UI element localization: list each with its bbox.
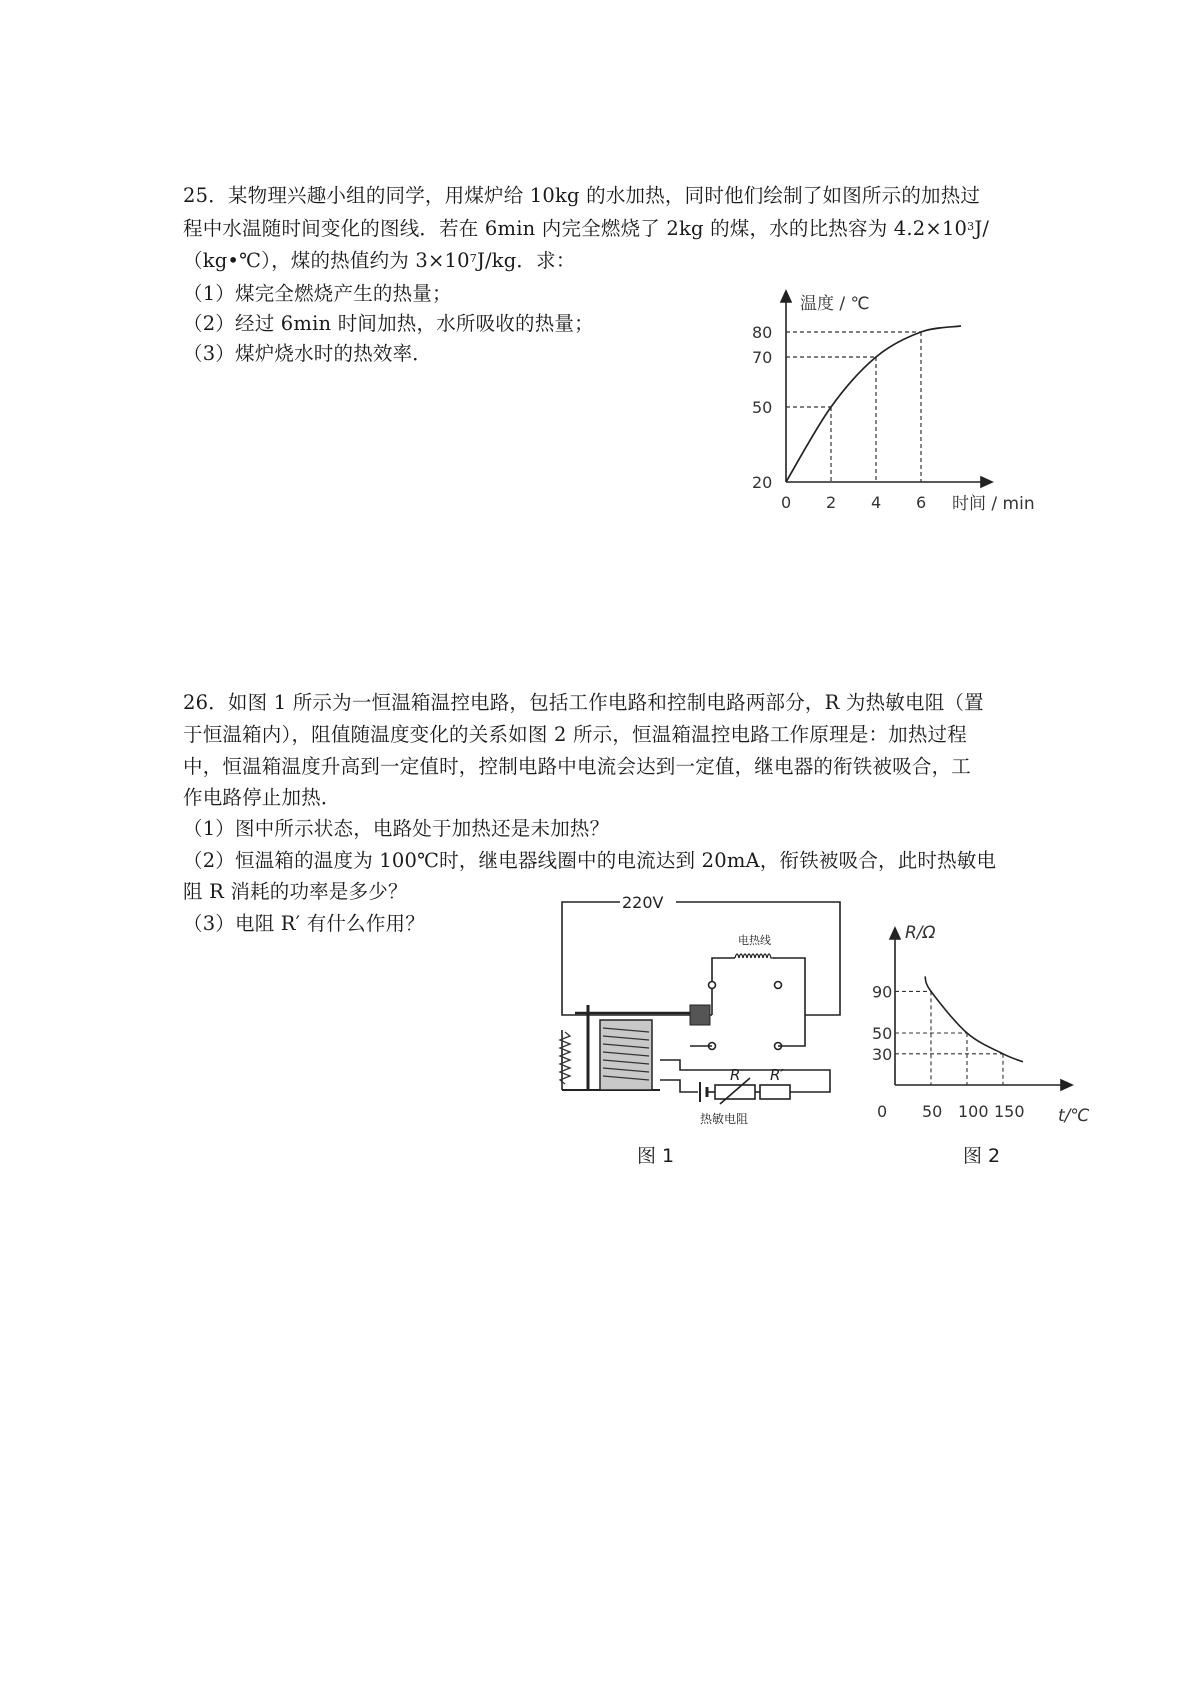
- q26-sub-2b: 阻 R 消耗的功率是多少？: [183, 880, 408, 903]
- x-tick-label: 100: [958, 1102, 989, 1121]
- q25-sub-1: （1）煤完全燃烧产生的热量；: [183, 282, 452, 305]
- y-tick-label: 50: [872, 1024, 893, 1043]
- y-axis-arrow: [890, 928, 900, 939]
- figure-2-caption: 图 2: [963, 1145, 1001, 1167]
- q25-line-1: 25．某物理兴趣小组的同学，用煤炉给 10kg 的水加热，同时他们绘制了如图所示的加热过: [183, 184, 981, 207]
- heater-coil: [735, 954, 774, 958]
- q25-line-3-a: （kg•℃），煤的热值约为 3×10: [183, 249, 470, 272]
- x-tick-label: 150: [994, 1102, 1025, 1121]
- q25-sub-2: （2）经过 6min 时间加热，水所吸收的热量；: [183, 312, 594, 335]
- q25-line-3-b: J/kg．求：: [476, 249, 576, 272]
- q25-line-2-text: 程中水温随时间变化的图线．若在 6min 内完全燃烧了 2kg 的煤，水的比热容为 4.2×10: [183, 217, 968, 240]
- q25-line-2-sup: 3: [967, 220, 975, 233]
- q26-line-1: 26．如图 1 所示为一恒温箱温控电路，包括工作电路和控制电路两部分，R 为热敏电阻（置: [183, 691, 984, 714]
- y-tick-label: 30: [872, 1044, 893, 1064]
- control-wire-top: [660, 1060, 830, 1092]
- contact-block: [690, 1005, 710, 1025]
- resistor-r-prime: [760, 1085, 790, 1099]
- thermistor-label: 热敏电阻: [700, 1112, 749, 1126]
- voltage-label: 220V: [622, 893, 664, 912]
- y-axis-label: 温度 / ℃: [800, 294, 870, 314]
- x-tick-label: 0: [781, 493, 792, 512]
- power-wire-left: [562, 902, 681, 1015]
- origin-label: 0: [877, 1102, 888, 1121]
- y-tick-label: 70: [752, 348, 773, 367]
- power-wire-right: [676, 902, 840, 1015]
- heater-label: 电热线: [738, 934, 771, 947]
- x-tick-label: 4: [871, 493, 882, 512]
- y-tick-label: 50: [752, 398, 773, 417]
- contact-top-right: [775, 982, 782, 989]
- figure-1-caption: 图 1: [637, 1145, 675, 1167]
- y-axis-arrow: [781, 291, 791, 302]
- x-tick-label: 6: [916, 493, 927, 512]
- temperature-time-chart: [720, 280, 1050, 520]
- q26-line-2: 于恒温箱内），阻值随温度变化的关系如图 2 所示，恒温箱温控电路工作原理是：加热过程: [183, 723, 967, 746]
- q26-line-4: 作电路停止加热．: [183, 786, 341, 809]
- q26-sub-1: （1）图中所示状态，电路处于加热还是未加热？: [183, 817, 610, 840]
- q26-line-3: 中，恒温箱温度升高到一定值时，控制电路中电流会达到一定值，继电器的衔铁被吸合，工: [183, 755, 972, 778]
- y-axis-label: R/Ω: [905, 923, 936, 943]
- y-tick-label: 20: [752, 473, 773, 492]
- y-tick-label: 80: [752, 323, 773, 342]
- q26-sub-3: （3）电阻 R′ 有什么作用？: [183, 912, 425, 935]
- q25-line-3-sup: 7: [469, 252, 477, 265]
- y-tick-label: 90: [872, 982, 893, 1002]
- contact-top-left: [709, 982, 716, 989]
- resistance-temperature-chart: [860, 900, 1100, 1130]
- q25-line-3: [183, 248, 576, 274]
- control-wire-bottom: [660, 1080, 698, 1092]
- thermostat-circuit-diagram: [540, 880, 850, 1130]
- x-tick-label: 2: [826, 493, 837, 512]
- x-axis-label: t/℃: [1058, 1106, 1090, 1126]
- x-axis-arrow: [981, 477, 992, 487]
- temperature-curve: [786, 326, 961, 482]
- x-axis-label: 时间 / min: [952, 494, 1035, 514]
- x-axis-arrow: [1061, 1080, 1072, 1090]
- q25-line-2-end: J/: [974, 217, 990, 240]
- r-prime-label: R′: [770, 1066, 784, 1084]
- r-label: R: [730, 1066, 741, 1084]
- resistance-curve: [925, 976, 1023, 1061]
- q25-line-2: [183, 216, 989, 242]
- x-tick-label: 50: [922, 1102, 943, 1121]
- q26-sub-2a: （2）恒温箱的温度为 100℃时，继电器线圈中的电流达到 20mA，衔铁被吸合，此时热敏电: [183, 849, 997, 872]
- q25-sub-3: （3）煤炉烧水时的热效率．: [183, 342, 433, 365]
